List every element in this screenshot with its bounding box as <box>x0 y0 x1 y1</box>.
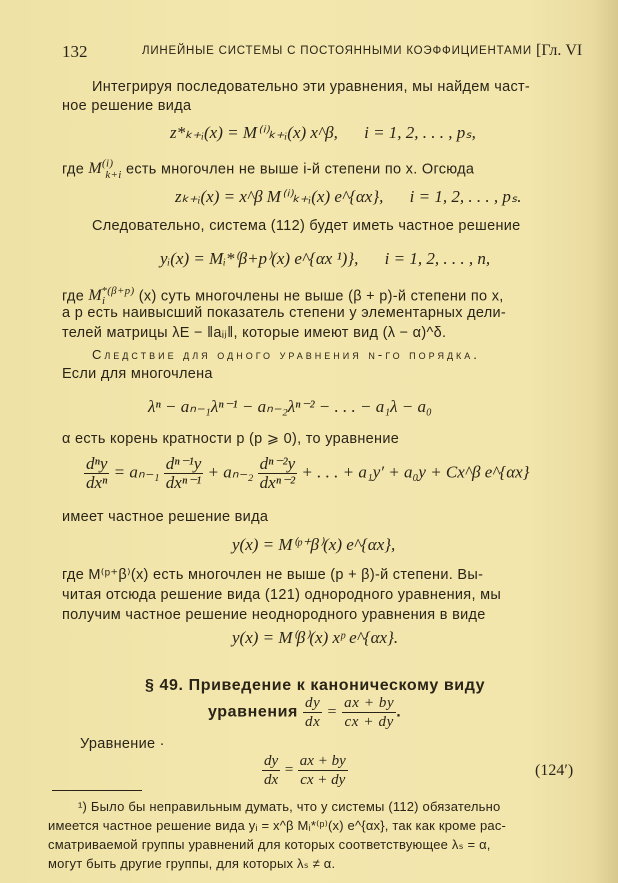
text: есть многочлен не выше i-й степени по x. Огсюда <box>125 161 475 178</box>
paragraph-line: Следовательно, система (112) будет иметь частное решение <box>92 218 521 234</box>
equation-lhs: z*ₖ₊ᵢ(x) = M⁽ⁱ⁾ₖ₊ᵢ(x) x^β, <box>170 123 338 142</box>
paragraph-line: Интегрируя последовательно эти уравнения, мы найдем част- <box>92 79 531 95</box>
fraction: $\frac{ax + by}{cx + dy}$ <box>344 695 395 730</box>
paragraph-line: где $M^{(i)}_{k+i}$ есть многочлен не выше i-й степени по x. Огсюда <box>62 158 475 181</box>
paragraph-line: а p есть наивысший показатель степени у элементарных дели- <box>62 305 507 321</box>
paragraph-line: ное решение вида <box>62 98 192 114</box>
chapter-label: [Гл. VI <box>536 42 583 59</box>
section-title: § 49. Приведение к каноническому виду <box>145 677 486 694</box>
paragraph-line: получим частное решение неоднородного уравнения в виде <box>62 607 486 623</box>
fraction: $\frac{dy}{dx}$ <box>264 753 279 788</box>
footnote-line: могут быть другие группы, для которых λₛ ≠ α. <box>48 856 336 871</box>
page-number: 132 <box>62 42 88 61</box>
paragraph-line: где $M_i^{*(\beta+p)}$ (x) суть многочлены не выше (β + p)-й степени по x, <box>62 285 504 308</box>
text: где <box>62 161 85 178</box>
equation <box>160 249 490 269</box>
fraction: $\frac{\text{dⁿ⁻²y}}{\text{dxⁿ⁻²}}$ <box>259 454 296 492</box>
equation <box>175 187 521 207</box>
paragraph-line: телей матрицы λE − ‖aᵢⱼ‖, которые имеют вид (λ − α)^δ. <box>62 325 447 341</box>
equation-range: i = 1, 2, . . . , n, <box>384 249 491 268</box>
paragraph-line: имеет частное решение вида <box>62 509 269 525</box>
fraction: $\frac{ax + by}{cx + dy}$ <box>299 753 346 788</box>
equation: y(x) = M⁽β⁾(x) xᵖ e^{αx}. <box>232 628 399 647</box>
paragraph-line: где M⁽ᵖ⁺β⁾(x) есть многочлен не выше (p + β)-й степени. Вы- <box>62 567 484 583</box>
section-title-line2: уравнения $\frac{dy}{dx}$ = $\frac{ax + by}{cx + dy}$ . <box>208 695 402 730</box>
equation-range: i = 1, 2, . . . , pₛ. <box>409 187 522 206</box>
fraction: $\frac{dy}{dx}$ <box>305 695 321 730</box>
equation <box>170 123 476 143</box>
equation: $\frac{\text{dⁿy}}{\text{dxⁿ}}$ = aₙ₋₁ $\frac{\text{dⁿ⁻¹y}}{\text{dxⁿ⁻¹}}$ + aₙ₋₂ $\frac{\text{dⁿ⁻²y}}{\text{dxⁿ⁻²}}$ + . . . + a₁y′ + a₀y + Cx^β e^{αx} <box>86 454 530 492</box>
footnote-line: сматриваемой группы уравнений для которых соответствующее λₛ = α, <box>48 837 491 852</box>
equation-range: i = 1, 2, . . . , pₛ, <box>364 123 476 142</box>
equation: λⁿ − aₙ₋₁λⁿ⁻¹ − aₙ₋₂λⁿ⁻² − . . . − a₁λ − a₀ <box>148 397 432 416</box>
equation-lhs: zₖ₊ᵢ(x) = x^β M⁽ⁱ⁾ₖ₊ᵢ(x) e^{αx}, <box>175 187 384 206</box>
equation: $\frac{dy}{dx}$ = $\frac{ax + by}{cx + dy}$ <box>264 753 346 788</box>
equation: y(x) = M⁽ᵖ⁺β⁾(x) e^{αx}, <box>232 535 396 554</box>
paragraph-line: Уравнение · <box>80 736 165 752</box>
footnote-line: ¹) Было бы неправильным думать, что у системы (112) обязательно <box>78 799 501 814</box>
text: (x) суть многочлены не выше (β + p)-й степени по x, <box>138 288 504 305</box>
fraction: $\frac{\text{dⁿy}}{\text{dxⁿ}}$ <box>86 454 108 492</box>
paragraph-line: Если для многочлена <box>62 366 213 382</box>
equation-number: (124′) <box>535 762 574 779</box>
paragraph-line: читая отсюда решение вида (121) однородного уравнения, мы <box>62 587 502 603</box>
footnote-line: имеется частное решение вида yᵢ = x^β Mᵢ*⁽ᵖ⁾(x) e^{αx}, так как кроме рас- <box>48 818 507 833</box>
footnote-divider <box>52 790 142 791</box>
corollary-heading: Следствие для одного уравнения n-го порядка. <box>92 347 480 362</box>
paragraph-line: α есть корень кратности p (p ⩾ 0), то уравнение <box>62 431 400 447</box>
equation-lhs: yᵢ(x) = Mᵢ*⁽β+p⁾(x) e^{αx ¹)}, <box>160 249 359 268</box>
text: где <box>62 288 85 305</box>
fraction: $\frac{\text{dⁿ⁻¹y}}{\text{dxⁿ⁻¹}}$ <box>165 454 202 492</box>
running-title: ЛИНЕЙНЫЕ СИСТЕМЫ С ПОСТОЯННЫМИ КОЭФФИЦИЕНТАМИ <box>142 45 532 57</box>
